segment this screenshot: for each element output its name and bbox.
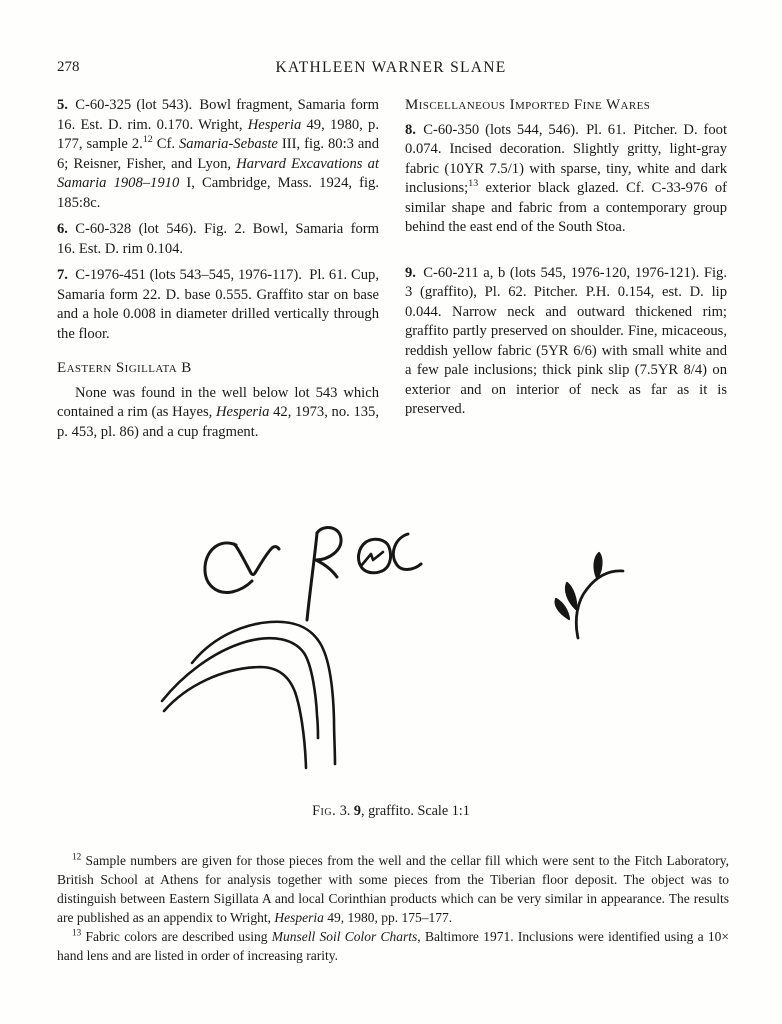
section-heading-eastern-sigillata-b: Eastern Sigillata B: [57, 360, 192, 376]
branch-stem: [576, 571, 623, 638]
figure-caption: Fig. 3. 9, graffito. Scale 1:1: [312, 803, 470, 819]
branch-leaf-middle: [566, 583, 576, 609]
graffito-letter-c2: [393, 534, 421, 569]
catalog-entry-7: 7. C-1976-451 (lots 543–545, 1976-117). Pl. 61. Cup, Samaria form 22. D. base 0.555. Graffito star on base and a hole 0.008 in diameter drilled vertically through the floor.: [57, 267, 379, 342]
vessel-profile-outer-line: [192, 622, 335, 764]
graffito-letter-r-leg: [316, 560, 337, 577]
footnote-13: $^{13}$ Fabric colors are described using Munsell Soil Color Charts, Baltimore 1971. Inclusions were identified using a 10× hand lens and are listed in order of increasing rarity.: [57, 927, 729, 963]
graffito-letter-c1: [205, 543, 252, 593]
graffito-figure: [140, 480, 640, 800]
left-column: [57, 96, 379, 442]
catalog-entry-8: 8. C-60-350 (lots 544, 546). Pl. 61. Pitcher. D. foot 0.074. Incised decoration. Slightly gritty, light-gray fabric (10YR 7.5/1) with sparse, tiny, white and dark inclusions;$^{13}$ exterior black glazed. Cf. C-33-976 of similar shape and fabric from a contemporary group behind the east end of the South Stoa.: [405, 121, 727, 235]
branch-leaf-top: [595, 553, 602, 578]
graffito-letter-r-stem: [307, 533, 317, 620]
two-column-body: [57, 96, 727, 442]
running-head: KATHLEEN WARNER SLANE: [275, 59, 507, 76]
branch-leaf-lower: [556, 599, 569, 619]
catalog-entry-5: 5. C-60-325 (lot 543). Bowl fragment, Samaria form 16. Est. D. rim. 0.170. Wright, Hesperia 49, 1980, p. 177, sample 2.12 Cf. Samaria-Sebaste III, fig. 80:3 and 6; Reisner, Fisher, and Lyon, Harvard Excavations at Samaria 1908–1910 I, Cambridge, Mass. 1924, fig. 185:8c.: [57, 97, 380, 211]
footnotes-block: [57, 851, 729, 965]
graffito-letter-theta-inner: [361, 552, 383, 566]
vessel-profile-inner-line: [164, 667, 306, 768]
graffito-letter-r-loop: [316, 527, 341, 560]
section-heading-misc-imported-fine-wares: Miscellaneous Imported Fine Wares: [405, 97, 651, 113]
graffito-drawing: [140, 480, 640, 800]
right-column: [405, 96, 727, 442]
footnote-12: $^{12}$ Sample numbers are given for those pieces from the well and the cellar fill which were sent to the Fitch Laboratory, British School at Athens for analysis together with some pieces from the Tiberian floor deposit. The object was to distinguish between Eastern Sigillata A and local Corinthian products which can be very similar in appearance. The results are published as an appendix to Wright, Hesperia 49, 1980, pp. 175–177.: [57, 851, 729, 925]
catalog-entry-6: 6. C-60-328 (lot 546). Fig. 2. Bowl, Samaria form 16. Est. D. rim 0.104.: [57, 221, 379, 257]
eastern-sigillata-b-paragraph: None was found in the well below lot 543 which contained a rim (as Hayes, Hesperia 42, 1973, no. 135, p. 453, pl. 86) and a cup fragment.: [57, 384, 379, 440]
catalog-entry-9: 9. C-60-211 a, b (lots 545, 1976-120, 1976-121). Fig. 3 (graffito), Pl. 62. Pitcher. P.H. 0.154, est. D. lip 0.044. Narrow neck and outward thickened rim; graffito partly preserved on shoulder. Fine, micaceous, reddish yellow fabric (5YR 6/6) with small white and a few pale inclusions; thick pink slip (7.5YR 8/4) on exterior and on interior of neck as far as it is preserved.: [405, 264, 727, 417]
graffito-letter-theta-outline: [359, 539, 391, 573]
page-number: 278: [57, 59, 80, 75]
graffito-letter-y: [234, 544, 279, 575]
